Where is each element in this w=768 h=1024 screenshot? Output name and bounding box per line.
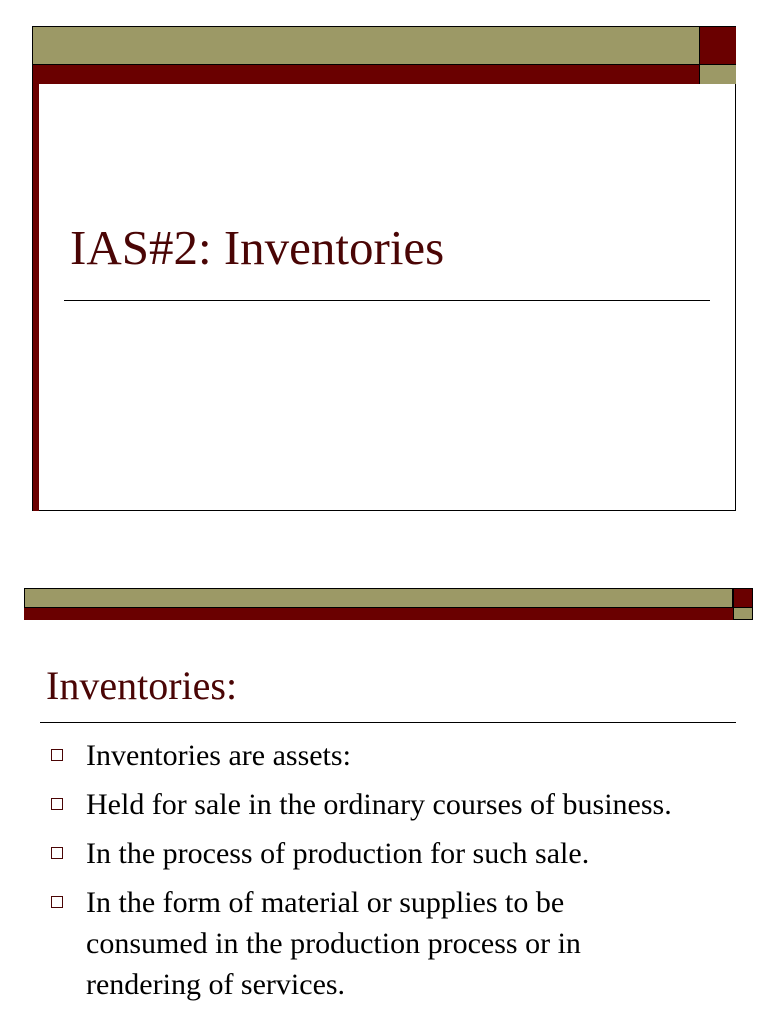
content-slide [24,588,768,1024]
bullet-text: Inventories are assets: [86,739,351,772]
list-item [46,833,686,874]
corner-square-dark-red [699,27,736,65]
bullet-list [46,735,686,1013]
header-band-dark-red [33,65,699,84]
corner-square-olive [699,65,736,84]
title-underline [64,300,710,301]
header-band-dark-red [24,608,733,620]
hollow-square-bullet-icon [51,798,63,810]
slide-title: IAS#2: Inventories [70,220,445,275]
bullet-text: In the form of material or supplies to be consumed in the production process or in rendering of services. [86,886,581,1001]
title-slide [32,26,736,511]
header-band-olive [24,588,733,608]
list-item [46,735,686,776]
slide-heading: Inventories: [46,663,238,708]
bullet-text: Held for sale in the ordinary courses of business. [86,788,672,821]
list-item [46,784,686,825]
corner-square-dark-red [733,588,753,608]
bullet-text: In the process of production for such sale. [86,837,590,870]
hollow-square-bullet-icon [51,749,63,761]
heading-underline [40,722,736,723]
left-accent-bar [33,84,39,511]
corner-square-olive [733,608,753,620]
header-band-olive [33,27,699,65]
list-item [46,882,686,1005]
hollow-square-bullet-icon [51,847,63,859]
hollow-square-bullet-icon [51,896,63,908]
